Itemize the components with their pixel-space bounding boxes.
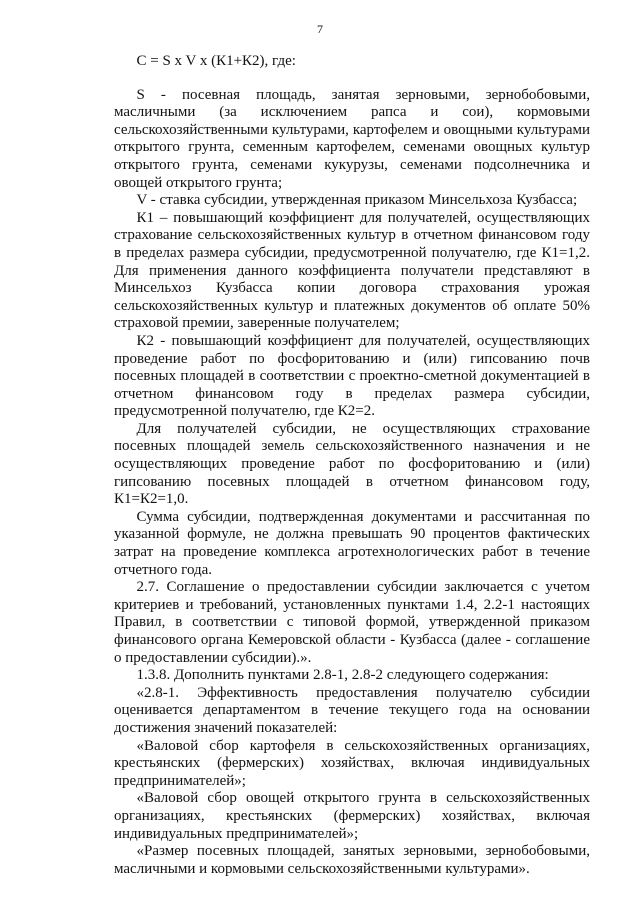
paragraph-efficiency-2-8-1: «2.8-1. Эффективность предоставления получателю субсидии оценивается департаментом в течение текущего года на основании достижения значений показателей: (114, 684, 590, 736)
paragraph-indicator-vegetable-harvest: «Валовой сбор овощей открытого грунта в сельскохозяйственных организациях, крестьянских (фермерских) хозяйствах, включая индивидуальных предпринимателей»; (114, 790, 590, 842)
subsidy-formula: С = S x V x (К1+К2), где: (136, 53, 296, 69)
paragraph-indicator-potato-harvest: «Валовой сбор картофеля в сельскохозяйственных организациях, крестьянских (фермерских) хозяйствах, включая индивидуальных предпринимателей»; (114, 737, 590, 789)
paragraph-s-definition: S - посевная площадь, занятая зерновыми, зернобобовыми, масличными (за исключением рапса и сои), кормовыми сельскохозяйственными культурами, картофелем и овощными культурами открытого грунта, семенным картофелем, семенами овощных культур открытого грунта, семенами кукурузы, семенами подсолнечника и овощей открытого грунта; (114, 86, 590, 191)
page-number: 7 (317, 22, 323, 36)
paragraph-indicator-sown-area: «Размер посевных площадей, занятых зерновыми, зернобобовыми, масличными и кормовыми сельскохозяйственными культурами». (114, 843, 590, 877)
paragraph-k1-definition: К1 – повышающий коэффициент для получателей, осуществляющих страхование сельскохозяйственных культур в отчетном финансовом году в пределах размера субсидии, предусмотренной получателю, где К1=1,2. Для применения данного коэффициента получатели представляют в Минсельхоз Кузбасса копии договора страхования урожая сельскохозяйственных культур и платежных документов об оплате 50% страховой премии, заверенные получателем; (114, 209, 590, 332)
paragraph-amendment-1-3-8: 1.3.8. Дополнить пунктами 2.8-1, 2.8-2 следующего содержания: (136, 667, 549, 684)
paragraph-agreement-2-7: 2.7. Соглашение о предоставлении субсидии заключается с учетом критериев и требований, установленных пунктами 1.4, 2.2-1 настоящих Правил, в соответствии с типовой формой, утвержденной приказом финансового органа Кемеровской области - Кузбасса (далее - соглашение о предоставлении субсидии).». (114, 579, 590, 666)
paragraph-v-definition: V - ставка субсидии, утвержденная приказом Минсельхоза Кузбасса; (136, 192, 578, 209)
paragraph-coefficient-default: Для получателей субсидии, не осуществляющих страхование посевных площадей земель сельскохозяйственного назначения и не осуществляющих проведение работ по фосфоритованию и (или) гипсованию посевных площадей в отчетном финансовом году, К1=К2=1,0. (114, 420, 590, 508)
document-body (114, 53, 590, 878)
paragraph-k2-definition: К2 - повышающий коэффициент для получателей, осуществляющих проведение работ по фосфоритованию и (или) гипсованию почв посевных площадей в соответствии с проектно-сметной документацией в отчетном финансовом году в пределах размера субсидии, предусмотренной получателю, где К2=2. (114, 332, 590, 420)
paragraph-subsidy-limit: Сумма субсидии, подтвержденная документами и рассчитанная по указанной формуле, не должна превышать 90 процентов фактических затрат на проведение комплекса агротехнологических работ в течение отчетного года. (114, 508, 590, 578)
